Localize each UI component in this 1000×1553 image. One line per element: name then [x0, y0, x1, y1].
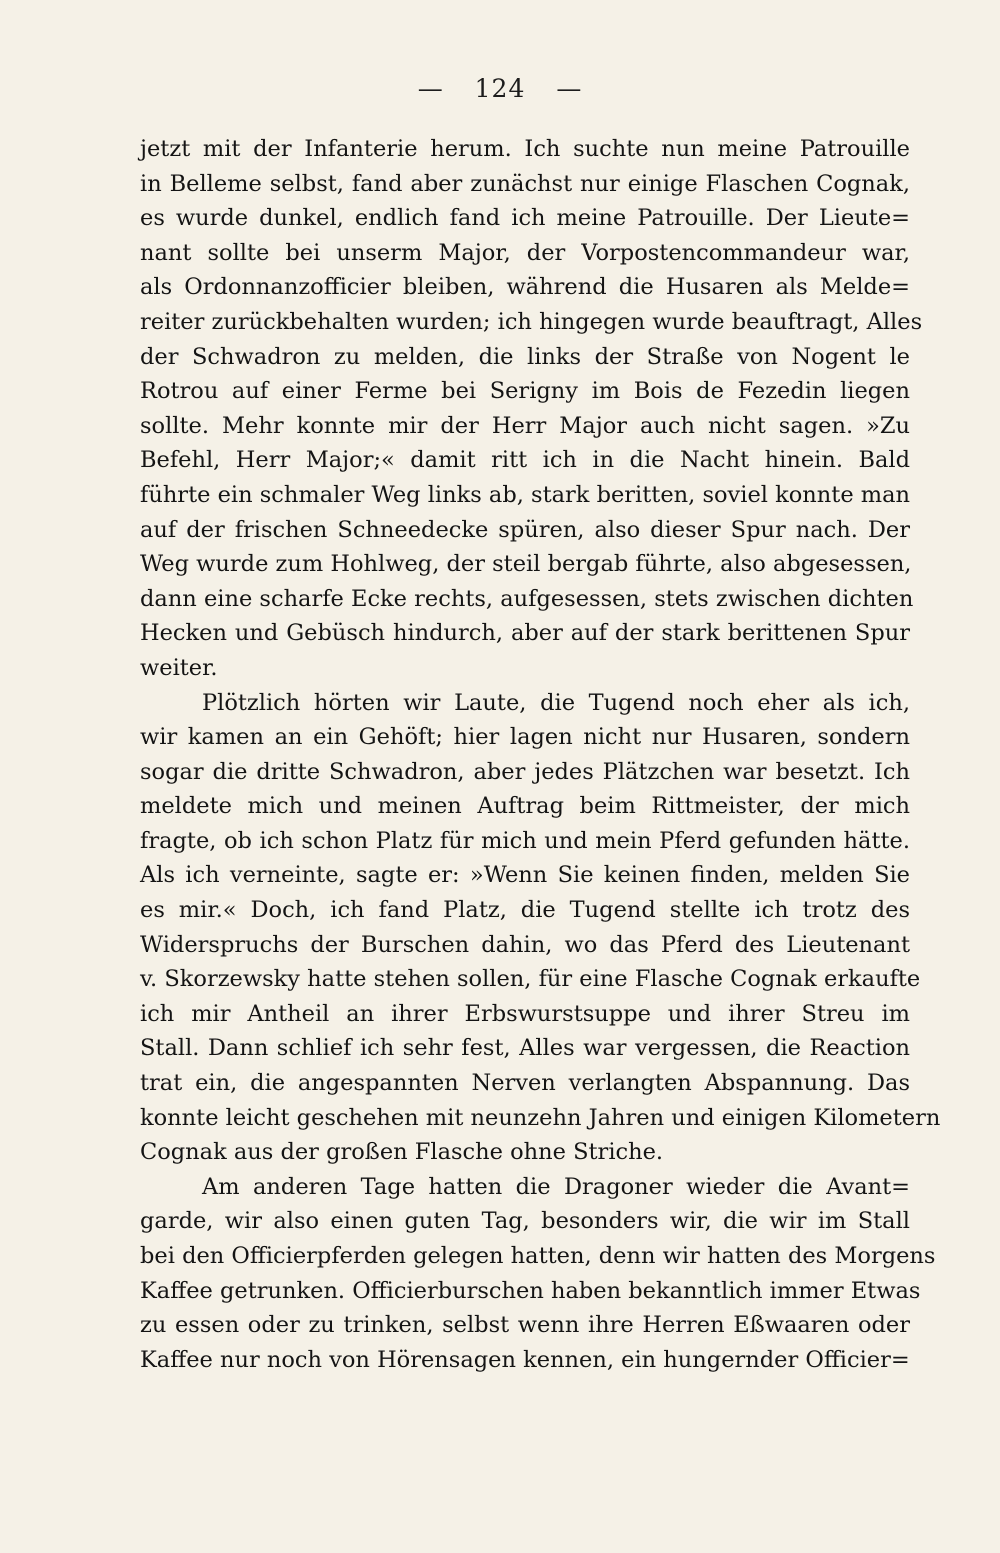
text-line: Stall. Dann schlief ich sehr fest, Alles war vergessen, die Reaction — [140, 1035, 910, 1062]
text-line: weiter. — [140, 654, 218, 681]
text-line: fragte, ob ich schon Platz für mich und mein Pferd gefunden hätte. — [140, 827, 910, 854]
header-dash-left: — — [417, 74, 444, 103]
text-line: Widerspruchs der Burschen dahin, wo das Pferd des Lieutenant — [140, 931, 910, 958]
text-line: konnte leicht geschehen mit neunzehn Jahren und einigen Kilometern — [140, 1104, 941, 1131]
text-line: es wurde dunkel, endlich fand ich meine Patrouille. Der Lieute= — [140, 205, 910, 232]
text-line: Als ich verneinte, sagte er: »Wenn Sie keinen finden, melden Sie — [140, 862, 910, 889]
text-line: ich mir Antheil an ihrer Erbswurstsuppe und ihrer Streu im — [140, 1000, 910, 1027]
paragraph — [140, 132, 923, 686]
text-line: Plötzlich hörten wir Laute, die Tugend noch eher als ich, — [202, 689, 910, 716]
paragraph — [140, 1170, 936, 1378]
text-line: garde, wir also einen guten Tag, besonders wir, die wir im Stall — [140, 1208, 910, 1235]
text-line: Rotrou auf einer Ferme bei Serigny im Bois de Fezedin liegen — [140, 378, 910, 405]
page-number: 124 — [474, 74, 526, 103]
text-line: als Ordonnanzofficier bleiben, während die Husaren als Melde= — [140, 274, 910, 301]
text-line: Cognak aus der großen Flasche ohne Striche. — [140, 1139, 664, 1166]
body-text — [140, 132, 941, 1377]
paragraph — [140, 686, 941, 1170]
text-line: auf der frischen Schneedecke spüren, also dieser Spur nach. Der — [140, 516, 910, 543]
text-line: jetzt mit der Infanterie herum. Ich suchte nun meine Patrouille — [140, 136, 910, 162]
text-line: der Schwadron zu melden, die links der Straße von Nogent le — [140, 343, 910, 370]
text-line: es mir.« Doch, ich fand Platz, die Tugend stellte ich trotz des — [140, 897, 910, 924]
text-line: reiter zurückbehalten wurden; ich hingegen wurde beauftragt, Alles — [140, 308, 923, 335]
text-line: Kaffee nur noch von Hörensagen kennen, ein hungernder Officier= — [140, 1346, 910, 1373]
text-line: Kaffee getrunken. Officierburschen haben bekanntlich immer Etwas — [140, 1277, 921, 1304]
text-line: sogar die dritte Schwadron, aber jedes Plätzchen war besetzt. Ich — [140, 758, 910, 785]
text-line: bei den Officierpferden gelegen hatten, denn wir hatten des Morgens — [140, 1243, 936, 1269]
text-line: sollte. Mehr konnte mir der Herr Major auch nicht sagen. »Zu — [140, 412, 910, 439]
text-line: dann eine scharfe Ecke rechts, aufgesessen, stets zwischen dichten — [140, 585, 914, 612]
text-line: meldete mich und meinen Auftrag beim Rittmeister, der mich — [140, 793, 910, 820]
text-line: wir kamen an ein Gehöft; hier lagen nicht nur Husaren, sondern — [140, 724, 910, 751]
header-dash-right: — — [556, 74, 583, 103]
text-line: nant sollte bei unserm Major, der Vorpostencommandeur war, — [140, 239, 910, 266]
page-header — [0, 74, 1000, 103]
text-line: führte ein schmaler Weg links ab, stark beritten, soviel konnte man — [140, 481, 911, 508]
text-line: in Belleme selbst, fand aber zunächst nur einige Flaschen Cognak, — [140, 170, 910, 197]
text-line: Am anderen Tage hatten die Dragoner wieder die Avant= — [202, 1173, 910, 1200]
text-line: Hecken und Gebüsch hindurch, aber auf der stark berittenen Spur — [140, 620, 910, 647]
text-line: Weg wurde zum Hohlweg, der steil bergab führte, also abgesessen, — [140, 551, 912, 578]
text-line: trat ein, die angespannten Nerven verlangten Abspannung. Das — [140, 1070, 910, 1097]
text-line: Befehl, Herr Major;« damit ritt ich in die Nacht hinein. Bald — [140, 447, 910, 474]
text-line: zu essen oder zu trinken, selbst wenn ihre Herren Eßwaaren oder — [140, 1312, 910, 1339]
text-line: v. Skorzewsky hatte stehen sollen, für eine Flasche Cognak erkaufte — [140, 966, 921, 993]
